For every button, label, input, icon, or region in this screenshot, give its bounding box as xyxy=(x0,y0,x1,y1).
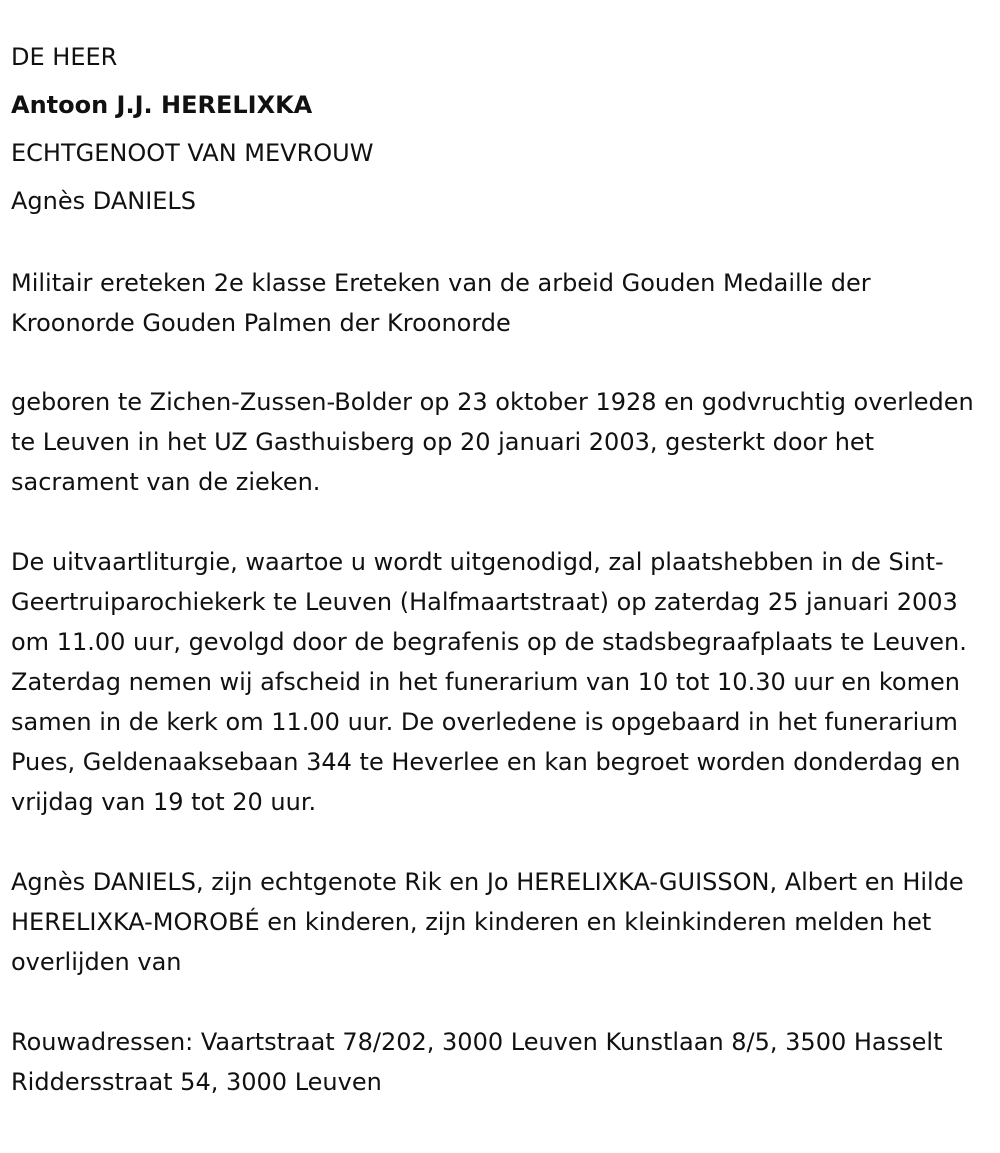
family-paragraph: Agnès DANIELS, zijn echtgenote Rik en Jo HERELIXKA-GUISSON, Albert en Hilde HERELIXKA-MOROBÉ en kinderen, zijn kinderen en kleinkinderen melden het overlijden van xyxy=(11,868,964,976)
title-line: DE HEER xyxy=(11,43,118,71)
obituary-header xyxy=(11,0,996,225)
deceased-name: Antoon J.J. HERELIXKA xyxy=(11,91,313,119)
spouse-name: Agnès DANIELS xyxy=(11,187,197,215)
decorations-paragraph: Militair ereteken 2e klasse Ereteken van de arbeid Gouden Medaille der Kroonorde Gouden Palmen der Kroonorde xyxy=(11,269,871,337)
birth-death-paragraph: geboren te Zichen-Zussen-Bolder op 23 oktober 1928 en godvruchtig overleden te Leuven in het UZ Gasthuisberg op 20 januari 2003, gesterkt door het sacrament van de zieken. xyxy=(11,388,974,496)
spouse-label: ECHTGENOOT VAN MEVROUW xyxy=(11,139,374,167)
funeral-paragraph: De uitvaartliturgie, waartoe u wordt uitgenodigd, zal plaatshebben in de Sint-Geertruiparochiekerk te Leuven (Halfmaartstraat) op zaterdag 25 januari 2003 om 11.00 uur, gevolgd door de begrafenis op de stadsbegraafplaats te Leuven. Zaterdag nemen wij afscheid in het funerarium van 10 tot 10.30 uur en komen samen in de kerk om 11.00 uur. De overledene is opgebaard in het funerarium Pues, Geldenaaksebaan 344 te Heverlee en kan begroet worden donderdag en vrijdag van 19 tot 20 uur. xyxy=(11,548,967,816)
obituary-document xyxy=(11,0,996,1102)
addresses-paragraph: Rouwadressen: Vaartstraat 78/202, 3000 Leuven Kunstlaan 8/5, 3500 Hasselt Riddersstraat 54, 3000 Leuven xyxy=(11,1028,943,1096)
